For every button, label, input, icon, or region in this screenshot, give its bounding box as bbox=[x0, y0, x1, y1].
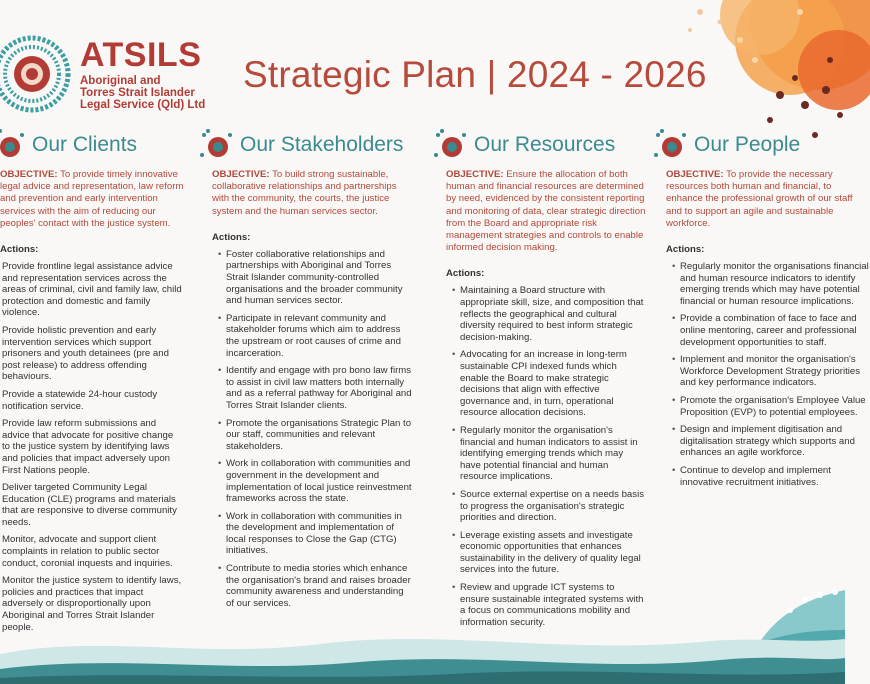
dot-painting-icon bbox=[0, 125, 28, 165]
actions-heading: Actions: bbox=[0, 244, 39, 256]
brand-block bbox=[80, 38, 205, 111]
list-item: • Foster collaborative relationships and partnerships with Aboriginal and Torres Strait Islander community-controlled organisations and the broader community and human services sector. bbox=[216, 249, 412, 307]
brand-sub-line-2: Torres Strait Islander bbox=[80, 87, 195, 99]
actions-heading: Actions: bbox=[212, 231, 251, 243]
actions-heading: Actions: bbox=[666, 244, 705, 256]
dot-painting-icon bbox=[430, 125, 470, 165]
list-item: • Continue to develop and implement innovative recruitment initiatives. bbox=[670, 465, 870, 488]
list-item: • Work in collaboration with communities and government in the development and implementation of local justice reinvestment frameworks across the state. bbox=[216, 458, 412, 504]
list-item: • Regularly monitor the organisations financial and human resource indicators to identify emerging trends which may have potential financial or human resource implications. bbox=[670, 261, 870, 307]
objective-label: OBJECTIVE: bbox=[666, 169, 724, 180]
column-title: Our Resources bbox=[474, 133, 616, 156]
page-title: Strategic Plan | 2024 - 2026 bbox=[243, 54, 707, 95]
column-header bbox=[430, 122, 648, 168]
brand-sub-line-3: Legal Service (Qld) Ltd bbox=[80, 99, 206, 111]
column-our-stakeholders bbox=[196, 122, 414, 615]
list-item: • Implement and monitor the organisation's Workforce Development Strategy priorities and key performance indicators. bbox=[670, 354, 870, 389]
objective-body: To provide timely innovative legal advice and representation, law reform and prevention and early intervention services with the aim of reducing our peoples' contact with the justice system. bbox=[0, 169, 184, 229]
actions-list bbox=[196, 249, 412, 610]
actions-list bbox=[650, 261, 870, 488]
actions-list bbox=[430, 285, 646, 628]
list-item: • Leverage existing assets and investigate economic opportunities that enhances sustainability in the delivery of quality legal services into the future. bbox=[450, 530, 646, 576]
column-header bbox=[650, 122, 850, 168]
list-item: • Source external expertise on a needs basis to progress the organisation's strategic priorities and direction. bbox=[450, 489, 646, 524]
column-title: Our Stakeholders bbox=[240, 133, 404, 156]
list-item: • Contribute to media stories which enhance the organisation's brand and raises broader community awareness and understanding of our services. bbox=[216, 563, 412, 609]
brand-name: ATSILS bbox=[80, 36, 202, 74]
list-item: • Provide a statewide 24-hour custody notification service. bbox=[0, 389, 182, 412]
list-item: • Provide law reform submissions and advice that advocate for positive change to the justice system by identifying laws and policies that impact adversely upon First Nations people. bbox=[0, 418, 182, 476]
objective-label: OBJECTIVE: bbox=[446, 169, 504, 180]
list-item: • Deliver targeted Community Legal Education (CLE) programs and materials that are responsive to diverse community needs. bbox=[0, 482, 182, 528]
atsils-logo-icon bbox=[0, 36, 70, 112]
column-header bbox=[196, 122, 414, 168]
list-item: • Review and upgrade ICT systems to ensure sustainable integrated systems with a focus on communications mobility and information security. bbox=[450, 582, 646, 628]
objective-label: OBJECTIVE: bbox=[212, 169, 270, 180]
objective-body: Ensure the allocation of both human and financial resources are determined by need, evidenced by the consistent reporting and monitoring of data, clear strategic direction from the Board and appropriate risk management strategies and controls to enable informed decision making. bbox=[446, 169, 646, 254]
brand-sub-line-1: Aboriginal and bbox=[80, 75, 161, 87]
list-item: • Design and implement digitisation and digitalisation strategy which supports and enhances an agile workforce. bbox=[670, 424, 870, 459]
column-our-people bbox=[650, 122, 869, 494]
list-item: • Provide frontline legal assistance advice and representation services across the areas of criminal, civil and family law, child protection and domestic and family violence. bbox=[0, 261, 182, 319]
list-item: • Monitor the justice system to identify laws, policies and practices that impact adversely or disproportionally upon Aboriginal and Torres Strait Islander people. bbox=[0, 575, 182, 633]
list-item: • Advocating for an increase in long-term sustainable CPI indexed funds which enable the Board to make strategic decisions that align with effective governance and, in turn, operational resource allocation decisions. bbox=[450, 349, 646, 419]
actions-list bbox=[0, 261, 182, 633]
list-item: • Promote the organisation's Employee Value Proposition (EVP) to potential employees. bbox=[670, 395, 870, 418]
objective-text bbox=[196, 169, 408, 218]
objective-text bbox=[430, 169, 650, 254]
list-item: • Provide holistic prevention and early intervention services which support prisoners and youth detainees (pre and post release) to address offending behaviours. bbox=[0, 325, 182, 383]
column-our-resources bbox=[430, 122, 648, 634]
list-item: • Work in collaboration with communities in the development and implementation of local responses to Close the Gap (CTG) initiatives. bbox=[216, 511, 412, 557]
dot-painting-icon bbox=[196, 125, 236, 165]
list-item: • Identify and engage with pro bono law firms to assist in civil law matters both internally and as a referral pathway for Aboriginal and Torres Strait Islander clients. bbox=[216, 365, 412, 411]
objective-body: To provide the necessary resources both human and financial, to enhance the professional growth of our staff and to support an agile and sustainable workforce. bbox=[666, 169, 853, 229]
column-title: Our Clients bbox=[32, 133, 138, 156]
column-header bbox=[0, 122, 206, 168]
objective-body: To build strong sustainable, collaborative relationships and partnerships with the community, the courts, the justice system and the human services sector. bbox=[212, 169, 397, 217]
objective-label: OBJECTIVE: bbox=[0, 169, 58, 180]
list-item: • Maintaining a Board structure with appropriate skill, size, and composition that reflects the geographical and cultural diversity required to best inform strategic decision-making. bbox=[450, 285, 646, 343]
objective-text bbox=[0, 169, 190, 230]
list-item: • Monitor, advocate and support client complaints in relation to public sector conduct, coronial inquests and inquiries. bbox=[0, 534, 182, 569]
objective-text bbox=[650, 169, 866, 230]
column-our-clients bbox=[0, 122, 206, 639]
list-item: • Participate in relevant community and stakeholder forums which aim to address the upstream or root causes of crime and incarceration. bbox=[216, 313, 412, 359]
list-item: • Promote the organisations Strategic Plan to our staff, communities and relevant stakeholders. bbox=[216, 418, 412, 453]
dot-painting-icon bbox=[650, 125, 690, 165]
list-item: • Provide a combination of face to face and online mentoring, career and professional development opportunities to staff. bbox=[670, 313, 870, 348]
column-title: Our People bbox=[694, 133, 801, 156]
actions-heading: Actions: bbox=[446, 268, 485, 280]
list-item: • Regularly monitor the organisation's financial and human indicators to assist in identifying emerging trends which may have potential financial and human resource implications. bbox=[450, 425, 646, 483]
